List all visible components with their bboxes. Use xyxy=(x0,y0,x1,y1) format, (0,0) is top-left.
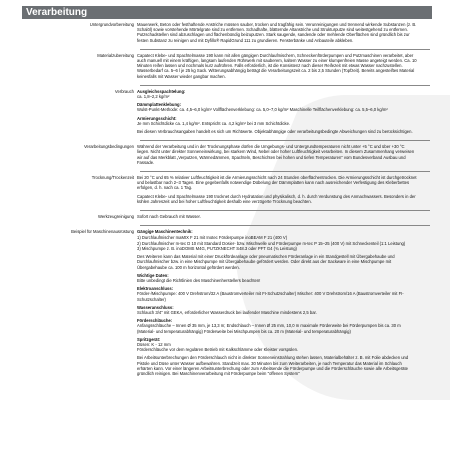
machine-option: 2) Durchlaufmischer m-tec D 10 mit Standard Dosier- bzw. Mischwelle und Förderpumpe m-tec P 15–25 (400 V) mit Schneckenteil (1:1 Leistung) xyxy=(137,240,406,246)
subheading: Gängige Maschinentechnik: xyxy=(137,229,193,235)
row-divider xyxy=(140,140,430,141)
row-text: Bei diesen Verbrauchsangaben handelt es sich um Richtwerte. Objektabhängige oder verarbeitungsbedingte Abweichungen sind zu berücksichtigen. xyxy=(137,129,413,135)
row-text: Wulst-Punkt-Methode: ca. 4,5–6,0 kg/m² Vollflächenverklebung: ca. 5,0–7,0 kg/m² Maschinelle Teilflächenverklebung: ca. 5,5–6,0 kg/m² xyxy=(137,107,388,113)
row-text: Je mm Schichtdicke ca. 1,4 kg/m². Entspricht ca. 4,2 kg/m² bei 3 mm Schichtdicke. xyxy=(137,120,291,126)
row-text: Mauerwerk, Beton oder festhaftende Anstriche müssen sauber, trocken und tragfähig sein. Verunreinigungen und trennend wirkende Substanzen (z. B. Schalöl) sowie vorstehende Mörtelgrate sind zu entfernen. Schadhafte, blätternde Altanstriche und Strukturputze sind weitestgehend zu entfernen. Putzschadstellen sind abzuschlagen und flächenbündig beizuputzen. Stark saugende, sandende oder mehlende Oberflächen sind gründlich bis zur festen Substanz zu reinigen und mit Dyfillo® RapidGrund 111 zu grundieren. Fensterbänke und Anbauteile abkleben. xyxy=(137,22,417,43)
row-text: Bitte unbedingt die Richtlinien des Maschinenherstellers beachten! xyxy=(137,277,261,283)
row-label: Materialzubereitung xyxy=(97,52,134,58)
row-content xyxy=(137,229,417,379)
row-text: Sofort nach Gebrauch mit Wasser. xyxy=(137,214,201,220)
machine-option: 1) Durchlaufmischer maMIX F 21 mit Inotec Förderpumpe inoBEAM F 21 (400 V) xyxy=(137,235,288,241)
spec-row-material xyxy=(30,53,430,82)
row-divider xyxy=(140,171,430,172)
spec-row-bedingungen xyxy=(30,144,430,168)
subheading: Ausgleichsspachtelung: xyxy=(137,88,186,94)
row-text: Bei Arbeitsunterbrechungen den Förderschlauch nicht in direkter Sonneneinstrahlung stehen lassen, Materialbehälter z. B. mit Folie abdecken und Pistole und Düse unter Wasser aufbewahren. Standzeit max. 30 Minuten bis zum Weiterarbeiten, je nach Temperatur das Material im Schlauch erhärten kann. Vor einer längeren Arbeitsunterbrechung oder zum Arbeitsende die Förderpumpe und die Förderschläuche sowie alle Arbeitsgeräte gründlich reinigen. Bei Maschinenverarbeitung mit Förderpumpe beim "offenen System" xyxy=(137,355,409,376)
row-divider xyxy=(140,225,430,226)
subheading: Wasseranschluss: xyxy=(137,304,174,310)
row-text: Bei 20 °C und 65 % relativer Luftfeuchtigkeit ist die Armierungsschicht nach 24 Stunden oberflächentrocken. Die Armierungsschicht ist durchgetrocknet und belastbar nach 2–3 Tagen. Eine gegebenfalls notwendige Dübelung der Dämmplatten kann nach ausreichender Verfestigung des Kleberbettes erfolgen, d. h. nach ca. 1 Tag. xyxy=(137,175,417,191)
subheading: Förderschläuche: xyxy=(137,318,173,324)
section-header xyxy=(22,6,432,19)
spec-table xyxy=(30,22,430,382)
row-text: Capatect Klebe- und Spachtelmasse 190 kann mit allen gängigen Durchlaufmischern, Schneckenförderpumpen und Putzmaschinen verarbeitet, aber auch manuell mit einem kräftigen, langsam laufenden Rührwerk mit sauberem, kaltem Wasser zu einer klumpenfreien Masse angeteigt werden. Ca. 10 Minuten reifen lassen und nochmals kurz aufrühren. Falls erforderlich, ist die Konsistenz nach dieser Reifezeit mit etwas Wasser nachzustellen. Wasserbedarf ca. 5–6 l je 25 kg Sack. Witterungsabhängig beträgt die Verarbeitungszeit ca. 2 bis 2,5 Stunden (Topfzeit). Bereits angesteiftes Material keinesfalls mit Wasser wieder gangbar machen. xyxy=(137,52,417,79)
spec-row-werkzeug xyxy=(30,214,430,222)
spec-row-untergrund xyxy=(30,22,430,46)
row-content xyxy=(137,22,417,46)
row-label: Untergrundvorbereitung xyxy=(89,22,134,27)
spec-row-maschinen xyxy=(30,229,430,379)
row-content xyxy=(137,53,417,82)
row-label: Verarbeitungsbedingungen xyxy=(83,144,134,150)
machine-option: 3) Mischpumpe z. B. inoDOMS M4G, PUTZKNECHT S48.3 oder PFT G4 (¾ Leistung) xyxy=(137,245,297,251)
row-label: Beispiel für Maschinenausrüstung xyxy=(71,229,134,235)
row-text: Während der Verarbeitung und in der Trocknungsphase dürfen die Umgebungs- und Untergrundtemperaturen nicht unter +5 °C und über +30 °C liegen. Nicht unter direkter Sonneneinwirkung, bei starkem Wind, Nebel oder hoher Luftfeuchtigkeit verarbeiten. In diesem Zusammenhang verweisen wir auf das Merkblatt „Verputzen, Wärmedämmen, Spachteln, Beschichten bei hohen und tiefen Temperaturen“ vom Bundesverband Ausbau und Fassade. xyxy=(137,144,415,165)
spec-row-trocknung xyxy=(30,175,430,207)
row-text: ca. 1,8–2,2 kg/m² xyxy=(137,94,170,100)
section-title: Verarbeitung xyxy=(26,7,88,18)
subheading: Spritzgerät: xyxy=(137,336,161,342)
subheading: Armierungsschicht: xyxy=(137,115,177,121)
row-content xyxy=(137,89,417,137)
row-text: Düsen: K - 12 mm xyxy=(137,341,171,347)
subheading: Dämmplattenklebung: xyxy=(137,102,181,108)
spec-row-verbrauch xyxy=(30,89,430,137)
row-text: Des Weiteren kann das Material mit einer Druckfördeanlage oder pneumatischen Förderanlage in ein Standgestell mit Übergabehaube und Durchlaufmischer bzw. in eine Mischpumpe mit Übergabehaube gefördert werden. Oder direkt aus der Sackware in eine Mischpumpe mit Übergabehaube ca. 100 m horizontal gefördert werden. xyxy=(137,254,395,270)
row-text: Anfangsschläuche – Innen Ø 35 mm, je 13,3 m; Endschlauch – Innen Ø 25 mm, 10,0 m maximale Förderweite bei Förderpumpen bis ca. 30 m (Material- und temperaturabhängig) Förderweite bei Mischpumpen bis ca. 20 m (Material- und temperaturabhängig) xyxy=(137,323,401,334)
row-text: Förderschläuche vor dem regulären Betrieb mit Kalkschlämme oder Kleister vorspülen. xyxy=(137,347,299,353)
row-divider xyxy=(140,85,430,86)
row-divider xyxy=(140,210,430,211)
row-label: Verbrauch xyxy=(114,88,134,94)
row-divider xyxy=(140,49,430,50)
subheading: Elektroanschluss: xyxy=(137,286,174,292)
row-content xyxy=(137,144,417,168)
row-label: Trocknung/Trockenzeit xyxy=(91,175,134,181)
row-text: Schlauch 3/4" mit GEKA, erforderlicher Wasserdruck bei laufender Maschine mindestens 2,5 bar. xyxy=(137,309,317,315)
row-label: Werkzeugreinigung xyxy=(97,214,134,220)
row-content xyxy=(137,175,417,207)
row-text: Capatect Klebe- und Spachtelmasse 190 trocknet durch Hydratation und physikalisch, d. h. durch Verdunstung des Anmachwassers. Besonders in der kühlen Jahreszeit und bei hoher Luftfeuchtigkeit deshalb eine verzögerte Trocknung beachten. xyxy=(137,193,416,204)
row-text: Förder-/Mischpumpe: 400 V Drehstrom/32 A (Baustromverteiler mit FI-Schutzschalter) Mischer: 400 V Drehstrom/16 A (Baustromverteiler mit FI-Schutzschalter) xyxy=(137,291,404,302)
subheading: Wichtige Daten: xyxy=(137,272,169,278)
row-content xyxy=(137,214,417,222)
